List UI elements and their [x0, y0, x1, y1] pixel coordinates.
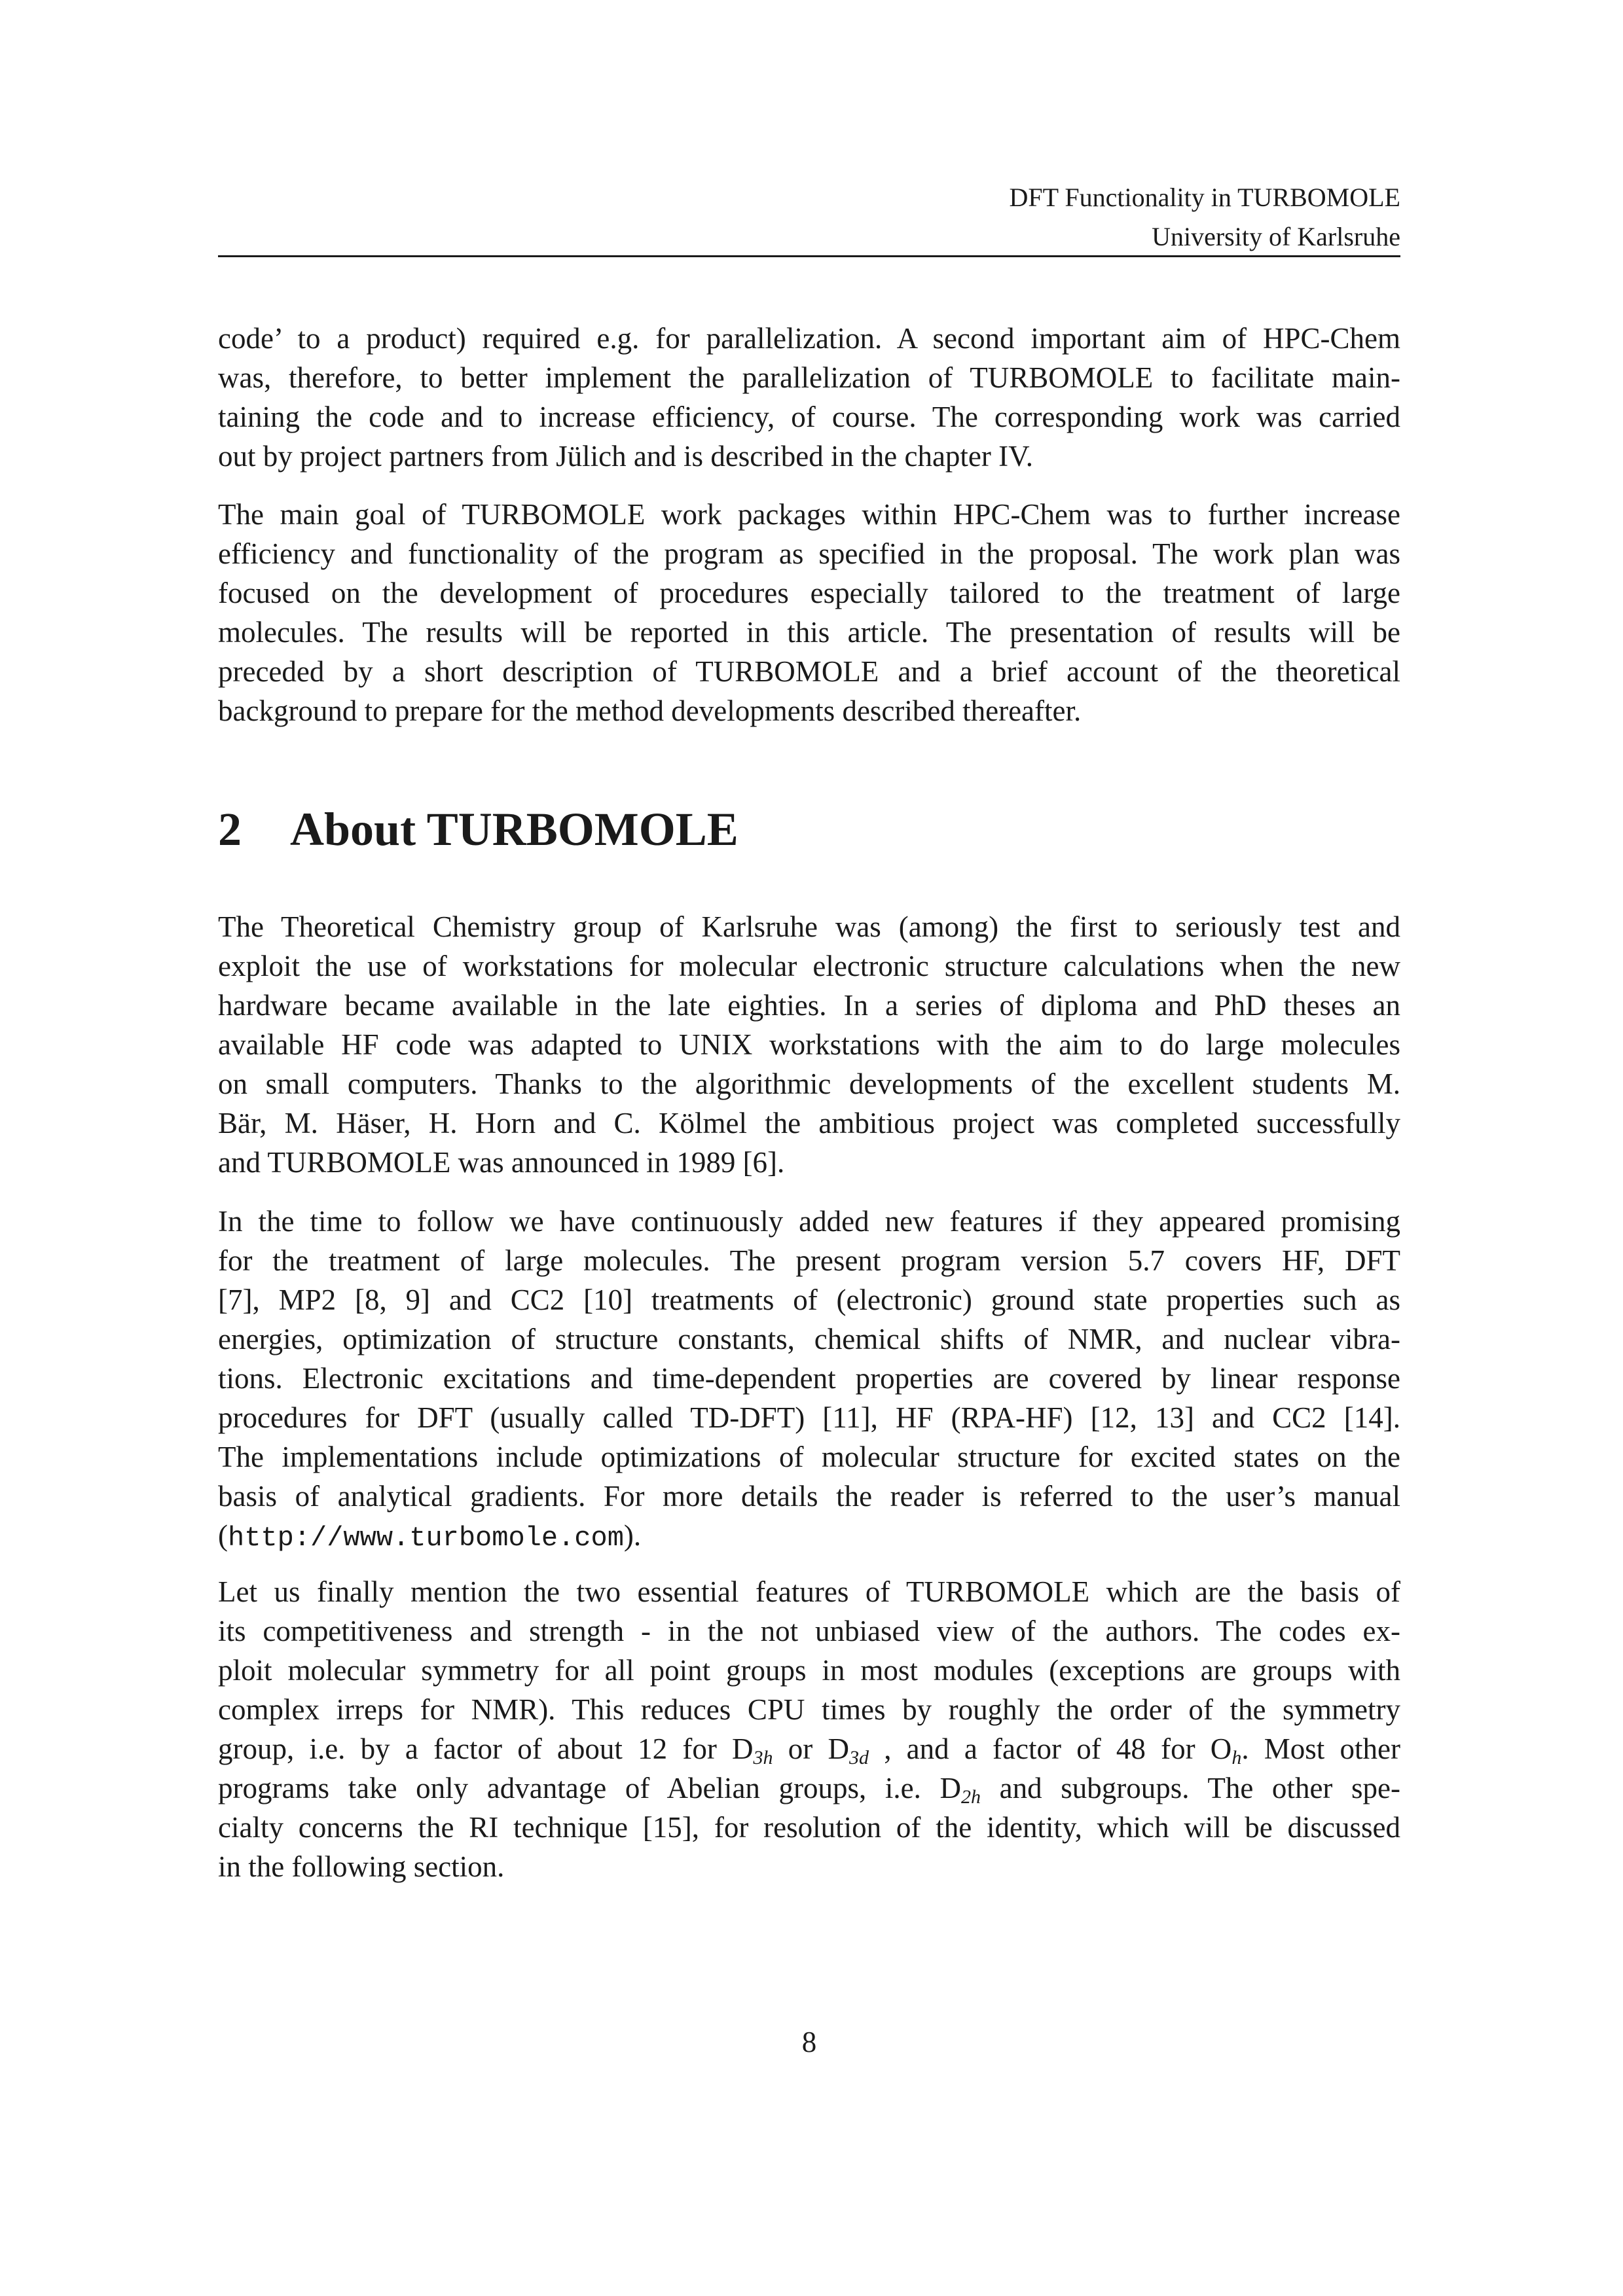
text-line: The Theoretical Chemistry group of Karlsruhe was (among) the first to seriously test and — [218, 910, 1400, 943]
text-line: ploit molecular symmetry for all point groups in most modules (exceptions are groups with — [218, 1654, 1400, 1687]
section-title: About TURBOMOLE — [290, 803, 739, 855]
header-title: DFT Functionality in TURBOMOLE — [1009, 183, 1400, 212]
url-open-paren: ( — [218, 1519, 228, 1552]
text-line: in the following section. — [218, 1850, 505, 1883]
text-line: In the time to follow we have continuously added new features if they appeared promising — [218, 1205, 1400, 1238]
text-line: hardware became available in the late eighties. In a series of diploma and PhD theses an — [218, 989, 1400, 1022]
text-line-symmetry — [218, 1729, 1400, 1768]
subscript: h — [1231, 1747, 1242, 1768]
text-line: procedures for DFT (usually called TD-DFT) [11], HF (RPA-HF) [12, 13] and CC2 [14]. — [218, 1401, 1400, 1434]
intro-paragraph-2 — [218, 495, 1400, 730]
subscript: 2h — [961, 1786, 981, 1808]
text-line: complex irreps for NMR). This reduces CPU times by roughly the order of the symmetry — [218, 1693, 1400, 1726]
section-paragraph-3 — [218, 1572, 1400, 1886]
section-heading — [218, 800, 739, 859]
text-run: or D — [773, 1732, 849, 1765]
text-line-url — [218, 1516, 1400, 1555]
url-close-paren: ). — [623, 1519, 642, 1552]
running-header — [218, 178, 1400, 257]
intro-paragraph-1 — [218, 319, 1400, 476]
text-line: out by project partners from Jülich and is described in the chapter IV. — [218, 440, 1034, 473]
text-line: preceded by a short description of TURBOMOLE and a brief account of the theoretical — [218, 655, 1400, 688]
page-number: 8 — [801, 2026, 817, 2058]
turbomole-url: http://www.turbomole.com — [228, 1522, 624, 1554]
section-paragraph-1 — [218, 907, 1400, 1182]
text-line: on small computers. Thanks to the algorithmic developments of the excellent students M. — [218, 1067, 1400, 1100]
text-line: Let us finally mention the two essential features of TURBOMOLE which are the basis of — [218, 1575, 1400, 1608]
header-rule — [218, 255, 1400, 257]
text-run: , and a factor of 48 for O — [868, 1732, 1232, 1765]
text-line: The main goal of TURBOMOLE work packages within HPC-Chem was to further increase — [218, 498, 1400, 531]
text-line: exploit the use of workstations for molecular electronic structure calculations when the new — [218, 950, 1400, 982]
text-run: programs take only advantage of Abelian groups, i.e. D — [218, 1772, 962, 1804]
subscript: 3d — [848, 1747, 869, 1768]
text-line: energies, optimization of structure constants, chemical shifts of NMR, and nuclear vibra- — [218, 1323, 1400, 1355]
text-line: background to prepare for the method developments described thereafter. — [218, 694, 1082, 727]
text-line: code’ to a product) required e.g. for parallelization. A second important aim of HPC-Chem — [218, 322, 1400, 355]
section-paragraph-2 — [218, 1202, 1400, 1555]
text-line: focused on the development of procedures especially tailored to the treatment of large — [218, 577, 1400, 609]
text-line: [7], MP2 [8, 9] and CC2 [10] treatments of (electronic) ground state properties such as — [218, 1283, 1400, 1316]
text-line: its competitiveness and strength - in the not unbiased view of the authors. The codes ex- — [218, 1615, 1400, 1647]
text-line: available HF code was adapted to UNIX workstations with the aim to do large molecules — [218, 1028, 1400, 1061]
text-line: basis of analytical gradients. For more details the reader is referred to the user’s manual — [218, 1480, 1400, 1513]
text-line: Bär, M. Häser, H. Horn and C. Kölmel the ambitious project was completed successfully — [218, 1107, 1400, 1139]
text-line: molecules. The results will be reported in this article. The presentation of results will be — [218, 616, 1400, 649]
text-run: . Most other — [1241, 1732, 1400, 1765]
text-line: The implementations include optimizations of molecular structure for excited states on the — [218, 1441, 1400, 1473]
subscript: 3h — [753, 1747, 773, 1768]
text-line: and TURBOMOLE was announced in 1989 [6]. — [218, 1146, 785, 1179]
header-affiliation: University of Karlsruhe — [1152, 222, 1400, 251]
text-line: was, therefore, to better implement the parallelization of TURBOMOLE to facilitate main- — [218, 361, 1400, 394]
text-run: group, i.e. by a factor of about 12 for D — [218, 1732, 754, 1765]
text-run: and subgroups. The other spe- — [981, 1772, 1400, 1804]
text-line-abelian — [218, 1768, 1400, 1808]
text-line: efficiency and functionality of the program as specified in the proposal. The work plan was — [218, 537, 1400, 570]
section-number: 2 — [218, 803, 242, 855]
text-line: tions. Electronic excitations and time-dependent properties are covered by linear response — [218, 1362, 1400, 1395]
text-line: cialty concerns the RI technique [15], for resolution of the identity, which will be discussed — [218, 1811, 1400, 1844]
text-line: taining the code and to increase efficiency, of course. The corresponding work was carried — [218, 401, 1400, 433]
text-line: for the treatment of large molecules. The present program version 5.7 covers HF, DFT — [218, 1244, 1400, 1277]
